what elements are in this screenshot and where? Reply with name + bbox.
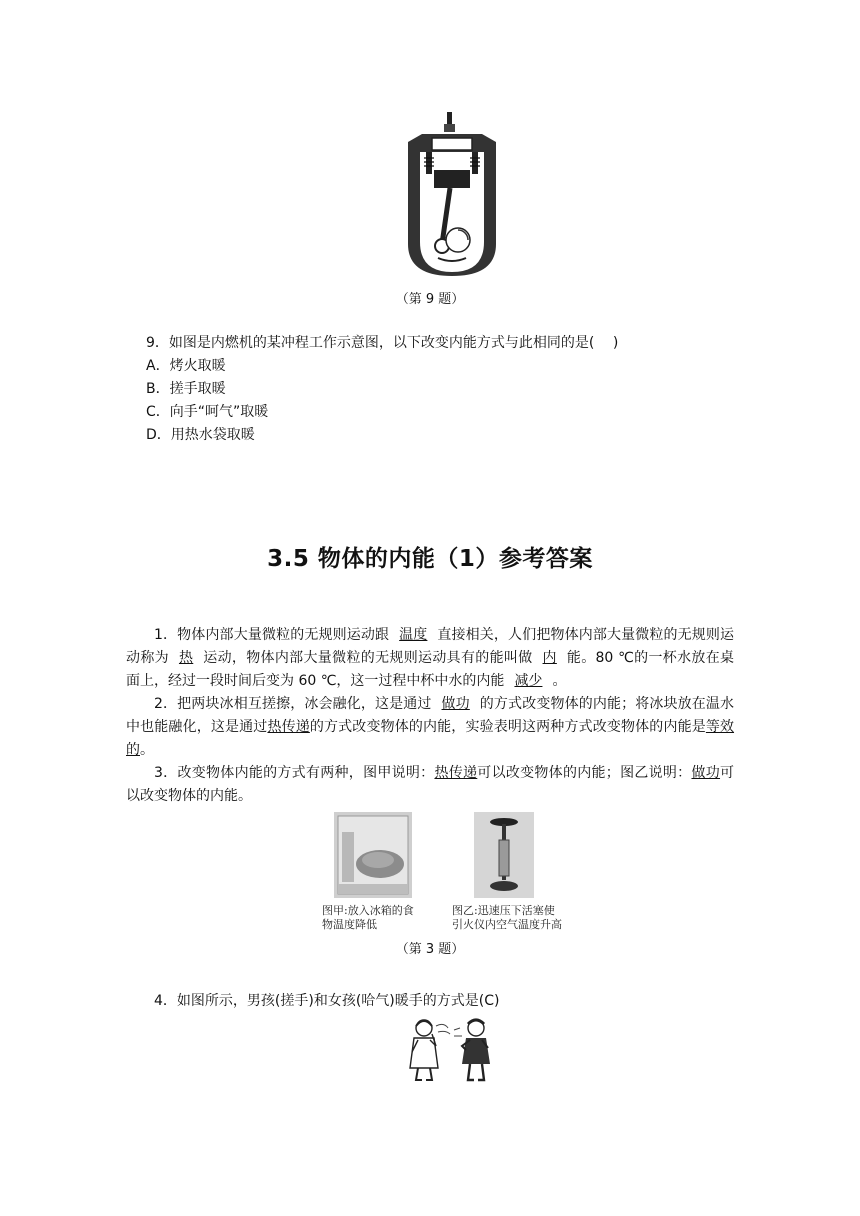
answer-1: 1．物体内部大量微粒的无规则运动跟 温度 直接相关，人们把物体内部大量微粒的无规则运动称为 热 运动，物体内部大量微粒的无规则运动具有的能叫做 内 能。80 ℃的一杯水放在桌面上，经过一段时间后变为 60 ℃，这一过程中杯中水的内能 减少 。: [126, 627, 735, 689]
answer-3: 3．改变物体内能的方式有两种，图甲说明：热传递可以改变物体的内能；图乙说明：做功可以改变物体的内能。: [126, 765, 735, 804]
figure-3-caption: （第 3 题）: [395, 942, 465, 957]
figure-9-caption: （第 9 题）: [395, 292, 465, 307]
blank-1-2: 热: [178, 650, 194, 666]
blank-2-1: 做功: [441, 696, 470, 712]
option-d: D．用热水袋取暖: [146, 427, 255, 443]
answer-title: 3.5 物体的内能（1）参考答案: [267, 546, 593, 572]
fridge-photo: [334, 812, 412, 898]
option-c: C．向手“呵气”取暖: [146, 404, 269, 420]
blank-1-4: 减少: [514, 673, 543, 689]
option-b: B．搓手取暖: [146, 381, 226, 397]
answers-block: [126, 624, 734, 808]
answer-2: 2．把两块冰相互搓擦，冰会融化，这是通过 做功 的方式改变物体的内能；将冰块放在温水中也能融化，这是通过热传递的方式改变物体的内能，实验表明这两种方式改变物体的内能是等效的。: [126, 696, 735, 758]
option-a: A．烤火取暖: [146, 358, 226, 374]
engine-diagram: [404, 112, 500, 276]
fig3-left-caption: 图甲:放入冰箱的食 物温度降低: [322, 904, 414, 931]
blank-2-2: 热传递: [267, 719, 310, 735]
kids-warming-hands-illustration: [404, 1016, 500, 1084]
fig3-right-caption: 图乙:迅速压下活塞使 引火仪内空气温度升高: [452, 904, 562, 931]
blank-3-2: 做功: [691, 765, 721, 781]
blank-3-1: 热传递: [434, 765, 478, 781]
question-9-stem: 9．如图是内燃机的某冲程工作示意图，以下改变内能方式与此相同的是( ): [146, 335, 619, 351]
fire-syringe-photo: [474, 812, 534, 898]
blank-1-1: 温度: [399, 627, 428, 643]
blank-2-3: 等效的: [126, 719, 735, 758]
blank-1-3: 内: [542, 650, 557, 666]
answer-4: 4．如图所示，男孩(搓手)和女孩(哈气)暖手的方式是(C): [154, 993, 500, 1009]
question-9: [146, 332, 618, 447]
